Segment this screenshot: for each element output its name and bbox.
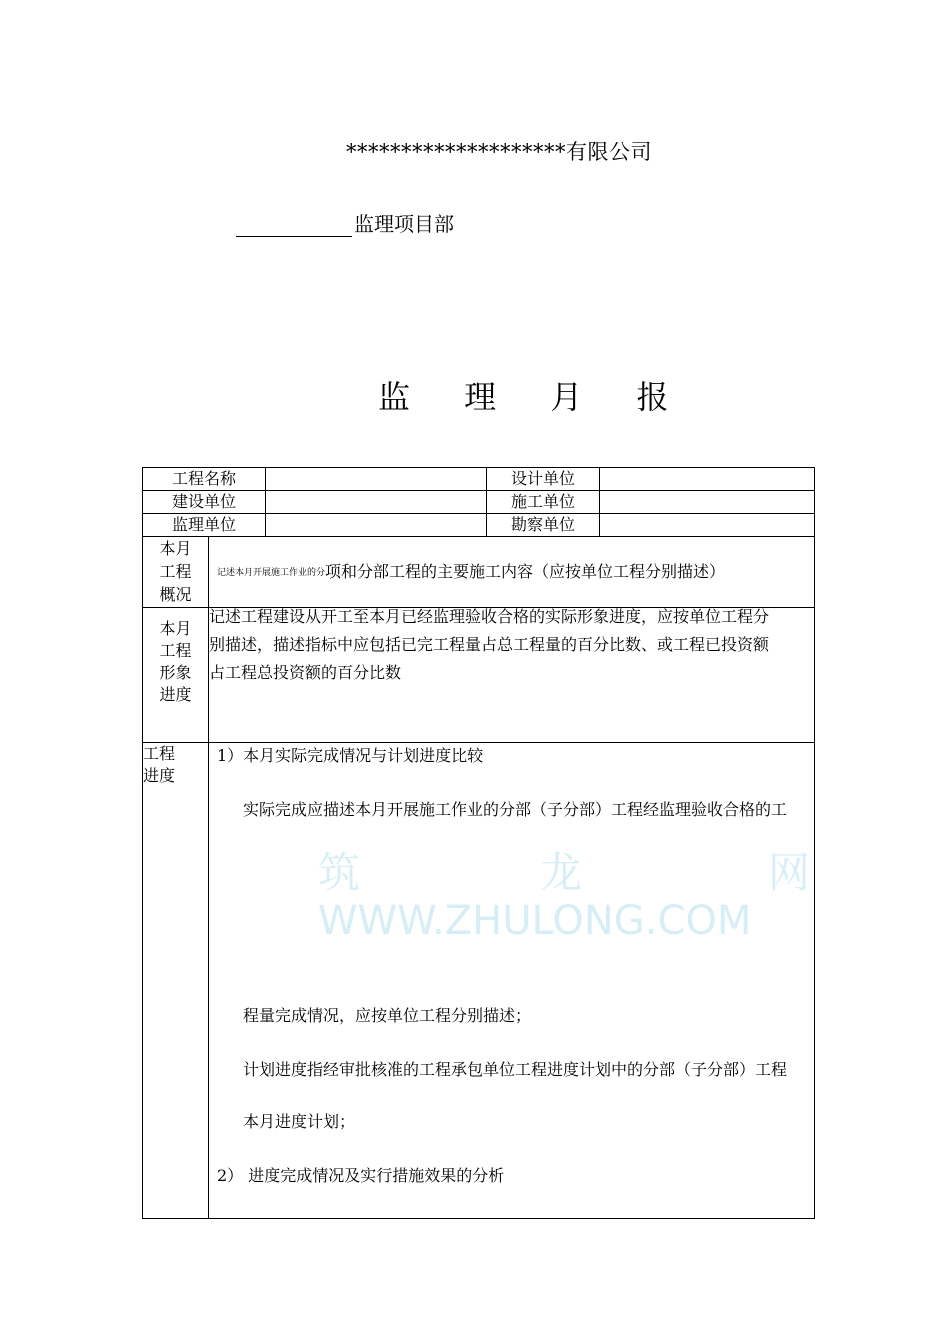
department-blank[interactable] <box>236 212 352 237</box>
watermark-char-1: 筑 <box>318 848 361 897</box>
survey-unit-label: 勘察单位 <box>487 514 600 537</box>
construction-owner-value[interactable] <box>266 491 487 514</box>
progress-content[interactable] <box>209 743 815 1219</box>
survey-unit-value[interactable] <box>600 514 815 537</box>
company-name: ********************有限公司 <box>346 140 652 164</box>
watermark-url: WWW.ZHULONG.COM <box>318 898 752 944</box>
watermark-char-2: 龙 <box>540 848 583 897</box>
image-progress-line-2: 别描述，描述指标中应包括已完工程量占总工程量的百分比数、或工程已投资额 <box>209 635 770 654</box>
department-line <box>236 208 454 237</box>
image-progress-line-3: 占工程总投资额的百分比数 <box>209 663 402 682</box>
overview-content[interactable] <box>209 537 815 608</box>
report-form-table <box>142 467 815 1219</box>
design-unit-label: 设计单位 <box>487 468 600 491</box>
progress-item-1: 1）本月实际完成情况与计划进度比较 <box>217 746 484 765</box>
image-progress-label: 本月 工程 形象 进度 <box>143 608 209 743</box>
table-row <box>143 491 815 514</box>
progress-plan-1: 计划进度指经审批核准的工程承包单位工程进度计划中的分部（子分部）工程 <box>243 1060 788 1079</box>
progress-plan-2: 本月进度计划； <box>243 1112 356 1131</box>
project-name-value[interactable] <box>266 468 487 491</box>
contractor-label: 施工单位 <box>487 491 600 514</box>
progress-item-2: 2） 进度完成情况及实行措施效果的分析 <box>217 1166 505 1185</box>
image-progress-line-1: 记述工程建设从开工至本月已经监理验收合格的实际形象进度，应按单位工程分 <box>209 607 770 626</box>
image-progress-content[interactable] <box>209 608 815 743</box>
overview-small-text: 记述本月开展施工作业的分 <box>217 567 326 578</box>
construction-owner-label: 建设单位 <box>143 491 266 514</box>
design-unit-value[interactable] <box>600 468 815 491</box>
project-name-label: 工程名称 <box>143 468 266 491</box>
table-row <box>143 743 815 1219</box>
table-row <box>143 537 815 608</box>
table-row <box>143 608 815 743</box>
table-row <box>143 468 815 491</box>
overview-text: 项和分部工程的主要施工内容（应按单位工程分别描述） <box>325 561 726 581</box>
contractor-value[interactable] <box>600 491 815 514</box>
progress-actual-2: 程量完成情况，应按单位工程分别描述； <box>243 1006 532 1025</box>
progress-label: 工程 进度 <box>143 743 209 1219</box>
report-title: 监 理 月 报 <box>378 378 691 416</box>
progress-actual-1: 实际完成应描述本月开展施工作业的分部（子分部）工程经监理验收合格的工 <box>243 800 788 819</box>
supervision-unit-label: 监理单位 <box>143 514 266 537</box>
watermark-char-3: 网 <box>768 848 811 897</box>
table-row <box>143 514 815 537</box>
overview-label: 本月 工程 概况 <box>143 537 209 608</box>
supervision-unit-value[interactable] <box>266 514 487 537</box>
department-suffix: 监理项目部 <box>354 212 454 236</box>
